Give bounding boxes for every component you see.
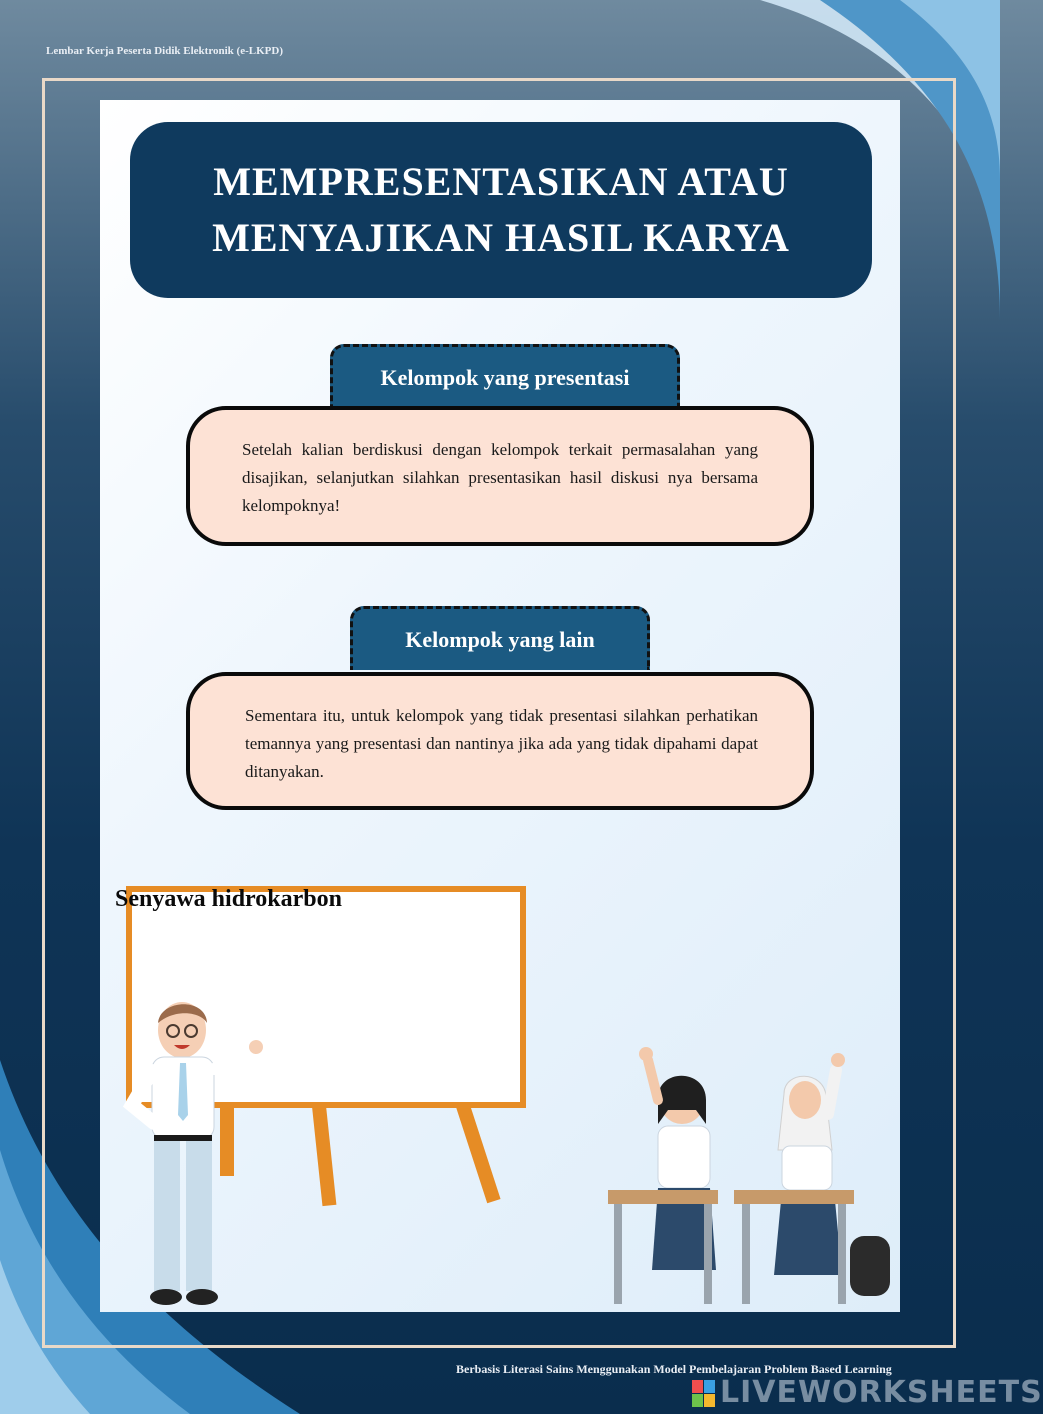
teacher-illustration <box>114 995 264 1315</box>
header-text: Lembar Kerja Peserta Didik Elektronik (e-LKPD) <box>46 45 283 57</box>
instruction-card-presenting-group: Setelah kalian berdiskusi dengan kelompok terkait permasalahan yang disajikan, selanjutkan silahkan presentasikan hasil diskusi nya bersama kelompoknya! <box>186 406 814 546</box>
title-line-2: MENYAJIKAN HASIL KARYA <box>212 215 790 260</box>
section-tab-other-groups: Kelompok yang lain <box>350 606 650 670</box>
liveworksheets-logo-icon <box>692 1380 716 1408</box>
footer-text: Berbasis Literasi Sains Menggunakan Model Pembelajaran Problem Based Learning <box>456 1362 892 1376</box>
watermark-text: LIVEWORKSHEETS <box>720 1375 1043 1410</box>
whiteboard-text: Senyawa hidrokarbon <box>115 886 342 912</box>
instruction-card-other-groups: Sementara itu, untuk kelompok yang tidak presentasi silahkan perhatikan temannya yang presentasi dan nantinya jika ada yang tidak dipahami dapat ditanyakan. <box>186 672 814 810</box>
title-line-1: MEMPRESENTASIKAN ATAU <box>213 159 789 204</box>
section-tab-presenting-group: Kelompok yang presentasi <box>330 344 680 408</box>
students-illustration <box>588 1040 898 1310</box>
worksheet-page <box>100 100 900 1312</box>
